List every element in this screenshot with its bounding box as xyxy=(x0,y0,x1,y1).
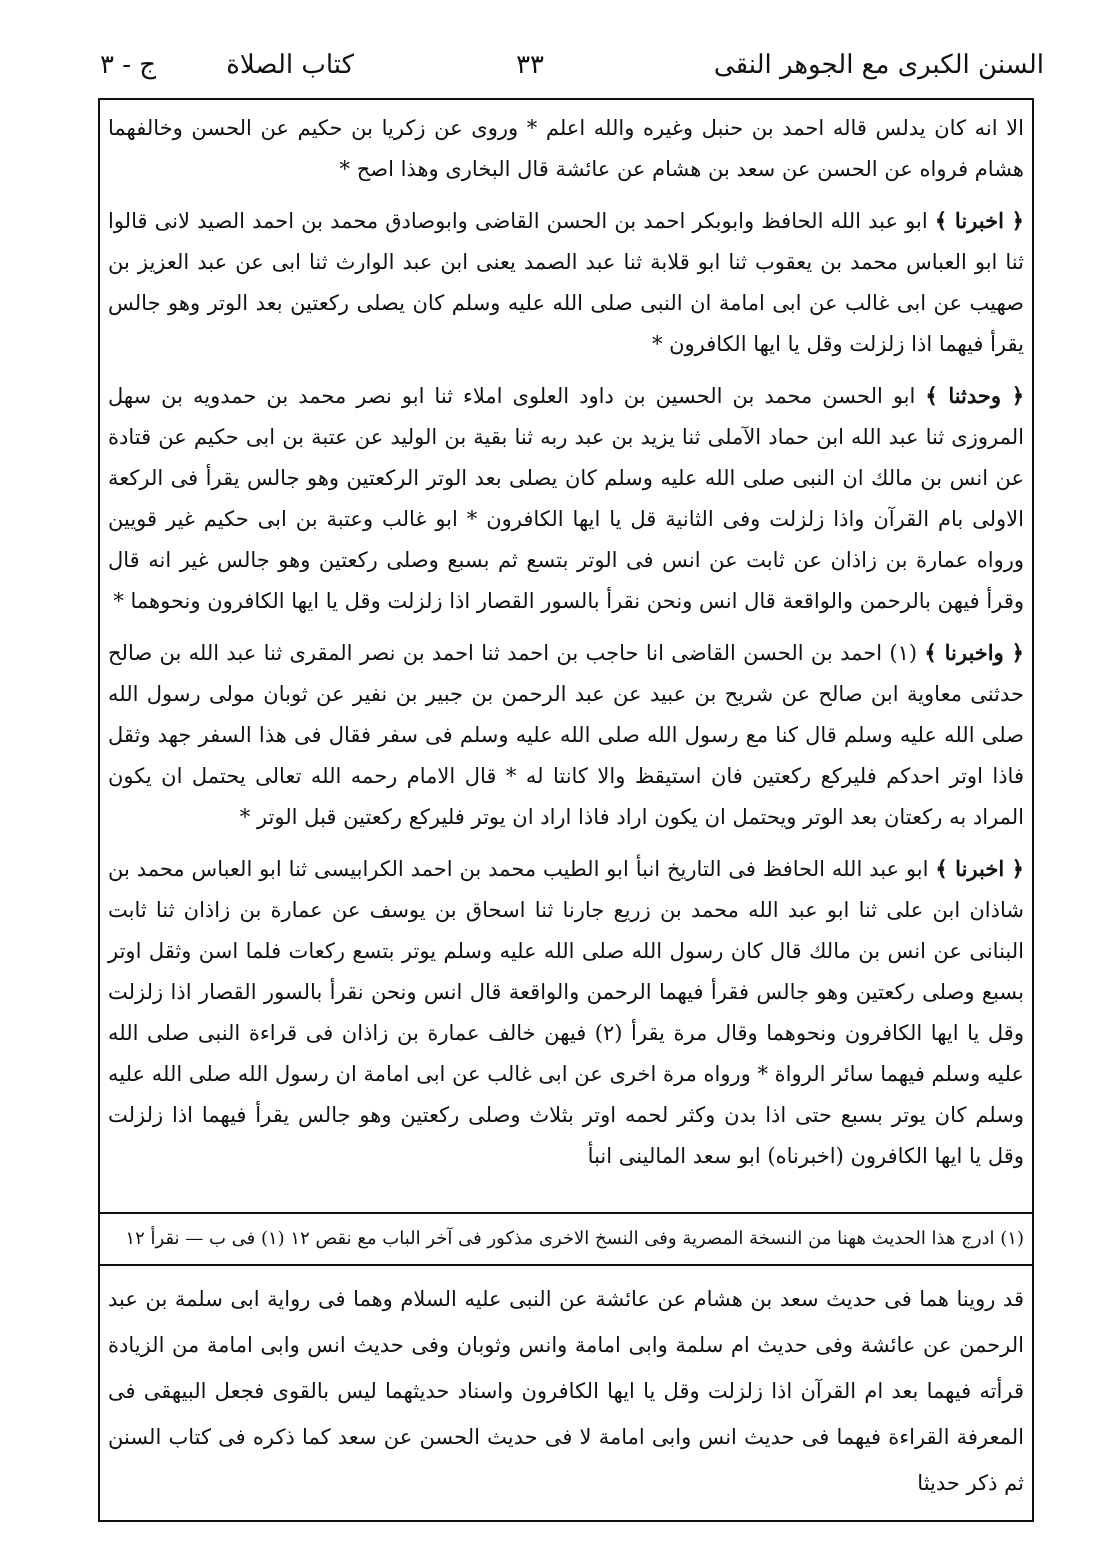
paragraph-3-marker: ﴿ وحدثنا ﴾ xyxy=(925,383,1024,408)
paragraph-2-text: ابو عبد الله الحافظ وابوبكر احمد بن الحسن القاضى وابوصادق محمد بن احمد الصيد لانى قالوا ثنا ابو العباس محمد بن يعقوب ثنا ابو قلابة ثنا عبد الصمد يعنى ابن عبد الوارث ثنا ابى عن عبد العزيز بن صهيب عن ابى غالب عن ابى امامة ان النبى صلى الله عليه وسلم كان يصلى ركعتين بعد الوتر وهو جالس يقرأ فيهما اذا زلزلت وقل يا ايها الكافرون * xyxy=(108,209,1024,356)
paragraph-4-marker: ﴿ واخبرنا ﴾ xyxy=(924,640,1024,665)
paragraph-1-text: الا انه كان يدلس قاله احمد بن حنبل وغيره والله اعلم * وروى عن زكريا بن حكيم عن الحسن وخالفهما هشام فرواه عن الحسن عن سعد بن هشام عن عائشة قال البخارى وهذا اصح * xyxy=(108,116,1024,181)
footnote: (١) ادرج هذا الحديث ههنا من النسخة المصرية وفى النسخ الاخرى مذكور فى آخر الباب مع نقص ١٢ (١) فى ب — نقرأ ١٢ xyxy=(125,1228,1024,1249)
paragraph-4 xyxy=(108,632,1024,838)
main-text xyxy=(108,108,1024,1180)
book-title: السنن الكبرى مع الجوهر النقى xyxy=(713,50,1044,80)
paragraph-3-text: ابو الحسن محمد بن الحسين بن داود العلوى املاء ثنا ابو نصر محمد بن حمدويه بن سهل المروزى ثنا عبد الله ابن حماد الآملى ثنا يزيد بن عبد ربه ثنا بقية بن الوليد عن عتبة بن ابى حكيم عن قتادة عن انس بن مالك ان النبى صلى الله عليه وسلم كان يصلى بعد الوتر الركعتين وهو جالس يقرأ فى الركعة الاولى بام القرآن واذا زلزلت وفى الثانية قل يا ايها الكافرون * ابو غالب وعتبة بن ابى حكيم غير قويين ورواه عمارة بن زاذان عن ثابت عن انس فى الوتر بتسع ثم بسبع وصلى ركعتين وهو جالس غير انه قال وقرأ فيهن بالرحمن والواقعة قال انس ونحن نقرأ بالسور القصار اذا زلزلت وقل يا ايها الكافرون ونحوهما * xyxy=(108,384,1024,613)
commentary-text: قد روينا هما فى حديث سعد بن هشام عن عائشة عن النبى عليه السلام وهما فى رواية ابى سلمة بن عبد الرحمن عن عائشة وفى حديث ام سلمة وابى امامة وانس وثوبان وفى حديث انس وابى امامة من الزيادة قرأته فيهما بعد ام القرآن اذا زلزلت وقل يا ايها الكافرون واسناد حديثهما ليس بالقوى فجعل البيهقى فى المعرفة القراءة فيهما فى حديث انس وابى امامة لا فى حديث الحسن عن سعد كما ذكره فى كتاب السنن ثم ذكر حديثا xyxy=(108,1287,1024,1495)
paragraph-5-marker: ﴿ اخبرنا ﴾ xyxy=(935,856,1024,881)
paragraph-4-text: (١) احمد بن الحسن القاضى انا حاجب بن احمد ثنا احمد بن نصر المقرى ثنا عبد الله بن صالح حدثنى معاوية ابن صالح عن شريح بن عبيد عن عبد الرحمن بن جبير بن نفير عن ثوبان مولى رسول الله صلى الله عليه وسلم قال كنا مع رسول الله صلى الله عليه وسلم فى سفر فقال فى هذا السفر جهد وثقل فاذا اوتر احدكم فليركع ركعتين فان استيقظ والا كانتا له * قال الامام رحمه الله تعالى يحتمل ان يكون المراد به ركعتان بعد الوتر ويحتمل ان يكون اراد فاذا اراد ان يوتر فليركع ركعتين قبل الوتر * xyxy=(108,641,1024,829)
footnote-divider-bottom xyxy=(100,1264,1032,1266)
chapter-title: كتاب الصلاة xyxy=(226,50,354,80)
paragraph-2-marker: ﴿ اخبرنا ﴾ xyxy=(934,208,1024,233)
page-number: ٣٣ xyxy=(516,50,544,80)
running-header xyxy=(100,40,1044,90)
volume-label: ج - ٣ xyxy=(100,50,157,80)
paragraph-1 xyxy=(108,108,1024,190)
paragraph-5 xyxy=(108,848,1024,1177)
paragraph-5-text: ابو عبد الله الحافظ فى التاريخ انبأ ابو الطيب محمد بن احمد الكرابيسى ثنا ابو العباس محمد بن شاذان ابن على ثنا ابو عبد الله محمد بن زريع جارنا ثنا اسحاق بن يوسف عن عمارة بن زاذان ثنا ثابت البنانى عن انس بن مالك قال كان رسول الله صلى الله عليه وسلم يوتر بتسع ركعات فلما اسن وثقل اوتر بسبع وصلى ركعتين وهو جالس فقرأ فيهما الرحمن والواقعة قال انس ونحن نقرأ بالسور القصار اذا زلزلت وقل يا ايها الكافرون ونحوهما وقال مرة يقرأ (٢) فيهن خالف عمارة بن زاذان فى قراءة النبى صلى الله عليه وسلم فيهما سائر الرواة * ورواه مرة اخرى عن ابى غالب عن ابى امامة ان رسول الله صلى الله عليه وسلم كان يوتر بسبع حتى اذا بدن وكثر لحمه اوتر بثلاث وصلى ركعتين وهو جالس يقرأ فيهما اذا زلزلت وقل يا ايها الكافرون (اخبرناه) ابو سعد المالينى انبأ xyxy=(108,857,1024,1168)
paragraph-3 xyxy=(108,375,1024,622)
page-frame xyxy=(98,98,1034,1522)
footnote-divider-top xyxy=(100,1212,1032,1214)
paragraph-2 xyxy=(108,200,1024,365)
